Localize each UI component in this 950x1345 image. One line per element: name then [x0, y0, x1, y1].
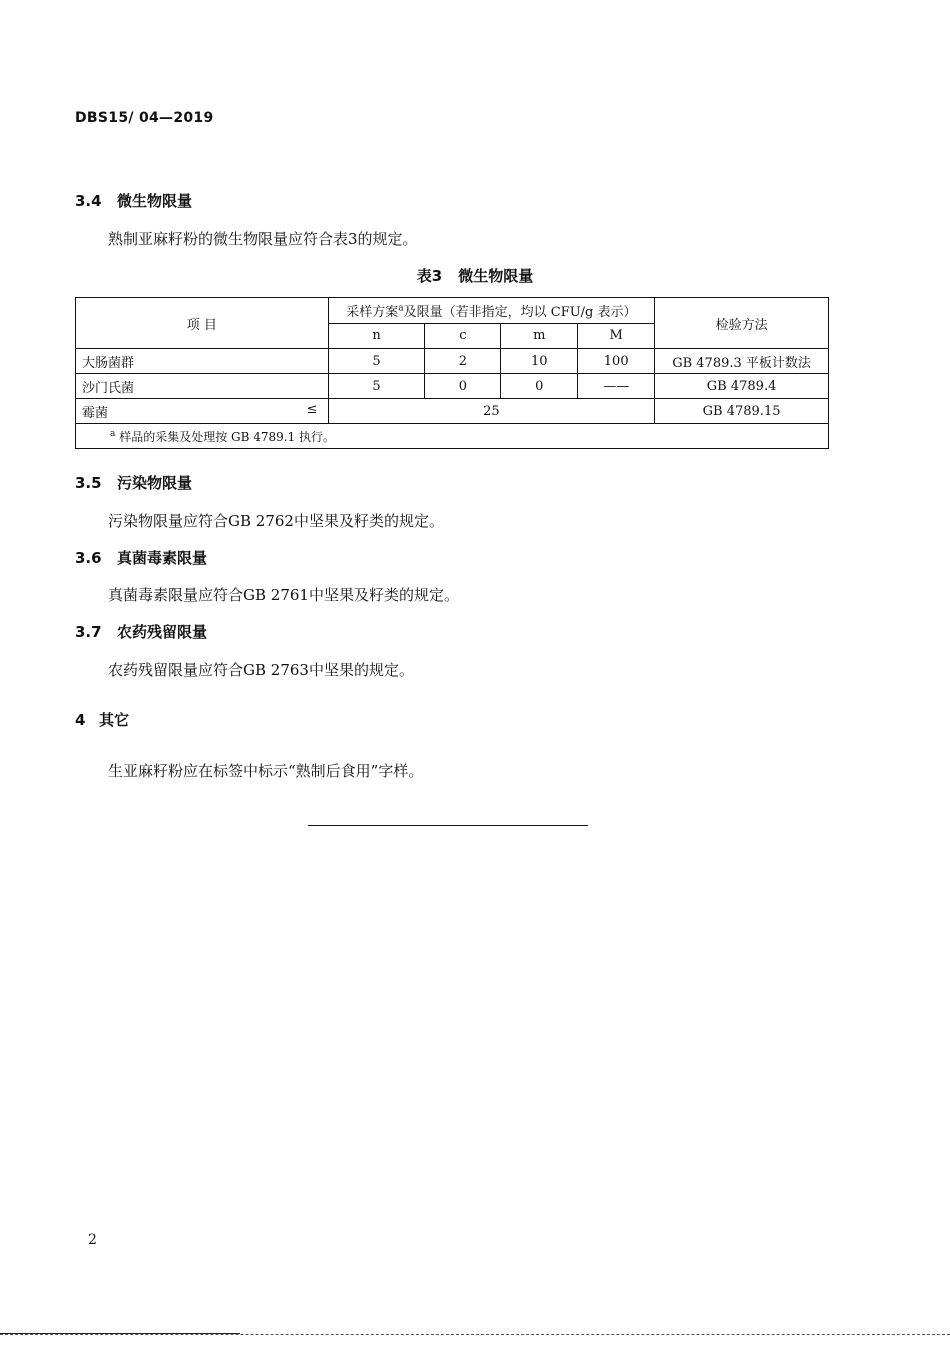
- scan-edge-dashes: [0, 1334, 950, 1335]
- header-c: c: [425, 323, 501, 349]
- table-caption-number: 表3: [416, 267, 443, 285]
- end-rule: [308, 825, 588, 826]
- header-m: m: [501, 323, 578, 349]
- section-3-6-heading: 3.6 真菌毒素限量: [75, 549, 208, 567]
- table-caption: [0, 265, 950, 286]
- page-number: 2: [88, 1232, 97, 1248]
- table-note: $^a$ 样品的采集及处理按 GB 4789.1 执行。: [76, 424, 829, 449]
- section-number: 3.4: [75, 192, 102, 210]
- row-limit: 25: [328, 399, 655, 424]
- header-item: 项 目: [76, 298, 329, 349]
- row-item: 霉菌 ≤: [76, 399, 329, 424]
- row-method: GB 4789.4: [655, 374, 829, 399]
- table-caption-title: 微生物限量: [458, 267, 534, 285]
- section-4-body: 生亚麻籽粉应在标签中标示“熟制后食用”字样。: [108, 762, 424, 780]
- row-c: 2: [425, 349, 501, 374]
- section-3-4-heading: [75, 190, 192, 211]
- row-m: 10: [501, 349, 578, 374]
- row-M: 100: [578, 349, 655, 374]
- less-equal-sign: ≤: [306, 401, 318, 417]
- section-3-4-body: 熟制亚麻籽粉的微生物限量应符合表3的规定。: [108, 230, 418, 248]
- table-header-row: [76, 298, 829, 324]
- document-code: DBS15/ 04—2019: [75, 110, 214, 126]
- section-3-7-body: 农药残留限量应符合GB 2763中坚果的规定。: [108, 661, 414, 679]
- row-c: 0: [425, 374, 501, 399]
- microbial-limits-table: [75, 297, 829, 449]
- table-row: [76, 374, 829, 399]
- row-method: GB 4789.15: [655, 399, 829, 424]
- header-M: M: [578, 323, 655, 349]
- section-3-7-heading: 3.7 农药残留限量: [75, 623, 208, 641]
- section-3-6-body: 真菌毒素限量应符合GB 2761中坚果及籽类的规定。: [108, 586, 459, 604]
- header-n: n: [328, 323, 425, 349]
- row-m: 0: [501, 374, 578, 399]
- header-method: 检验方法: [655, 298, 829, 349]
- row-method: GB 4789.3 平板计数法: [655, 349, 829, 374]
- header-sampling-plan: 采样方案$^a$及限量（若非指定，均以 CFU/g 表示）: [328, 298, 655, 324]
- table-row-mold: [76, 399, 829, 424]
- section-3-5-body: 污染物限量应符合GB 2762中坚果及籽类的规定。: [108, 512, 444, 530]
- section-3-5-heading: 3.5 污染物限量: [75, 474, 193, 492]
- table-note-row: [76, 424, 829, 449]
- row-M: ——: [578, 374, 655, 399]
- row-n: 5: [328, 374, 425, 399]
- row-n: 5: [328, 349, 425, 374]
- section-4-heading: 4 其它: [75, 711, 130, 729]
- section-title: 微生物限量: [117, 192, 193, 210]
- table-row: [76, 349, 829, 374]
- row-item: 大肠菌群: [76, 349, 329, 374]
- row-item: 沙门氏菌: [76, 374, 329, 399]
